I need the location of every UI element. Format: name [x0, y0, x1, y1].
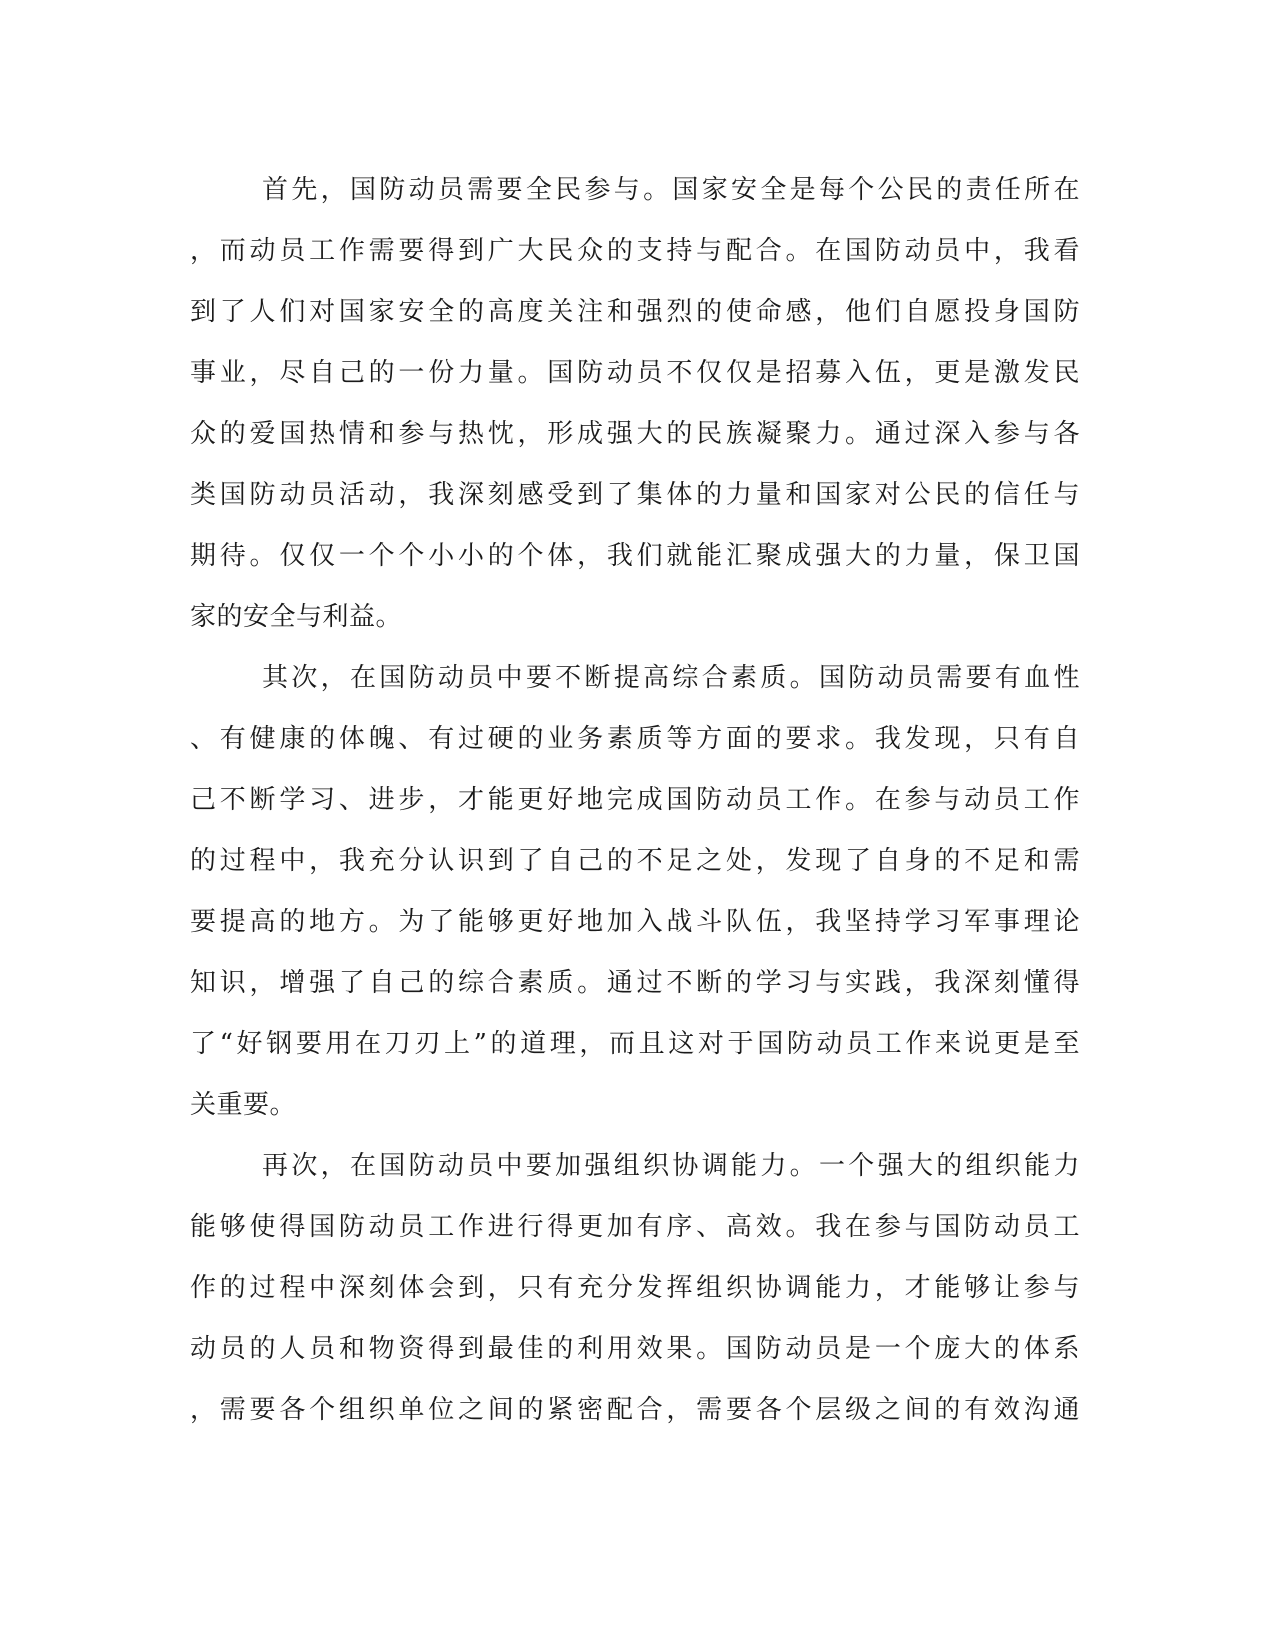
paragraph-1: [190, 160, 1080, 648]
text-line: 事业，尽自己的一份力量。国防动员不仅仅是招募入伍，更是激发民: [190, 358, 1080, 388]
text-line: 其次，在国防动员中要不断提高综合素质。国防动员需要有血性: [262, 663, 1080, 693]
text-line: 家的安全与利益。: [190, 602, 403, 632]
document-body: [190, 160, 1080, 1441]
text-line: 期待。仅仅一个个小小的个体，我们就能汇聚成强大的力量，保卫国: [190, 541, 1080, 571]
text-line: 的过程中，我充分认识到了自己的不足之处，发现了自身的不足和需: [190, 846, 1080, 876]
text-line: 要提高的地方。为了能够更好地加入战斗队伍，我坚持学习军事理论: [190, 907, 1080, 937]
paragraph-3: [190, 1136, 1080, 1441]
text-line: 知识，增强了自己的综合素质。通过不断的学习与实践，我深刻懂得: [190, 968, 1080, 998]
text-line: 首先，国防动员需要全民参与。国家安全是每个公民的责任所在: [262, 175, 1080, 205]
paragraph-2: [190, 648, 1080, 1136]
text-line: 众的爱国热情和参与热忱，形成强大的民族凝聚力。通过深入参与各: [190, 419, 1080, 449]
text-line: 关重要。: [190, 1090, 297, 1120]
text-line: 类国防动员活动，我深刻感受到了集体的力量和国家对公民的信任与: [190, 480, 1080, 510]
text-line: 到了人们对国家安全的高度关注和强烈的使命感，他们自愿投身国防: [190, 297, 1080, 327]
text-line: 再次，在国防动员中要加强组织协调能力。一个强大的组织能力: [262, 1151, 1080, 1181]
text-line: ，而动员工作需要得到广大民众的支持与配合。在国防动员中，我看: [190, 236, 1080, 266]
text-line: ，需要各个组织单位之间的紧密配合，需要各个层级之间的有效沟通: [190, 1395, 1080, 1425]
text-line: 能够使得国防动员工作进行得更加有序、高效。我在参与国防动员工: [190, 1212, 1080, 1242]
text-line: 作的过程中深刻体会到，只有充分发挥组织协调能力，才能够让参与: [190, 1273, 1080, 1303]
text-line: 、有健康的体魄、有过硬的业务素质等方面的要求。我发现，只有自: [190, 724, 1080, 754]
text-line: 动员的人员和物资得到最佳的利用效果。国防动员是一个庞大的体系: [190, 1334, 1080, 1364]
text-line: 了“好钢要用在刀刃上”的道理，而且这对于国防动员工作来说更是至: [190, 1029, 1080, 1059]
text-line: 己不断学习、进步，才能更好地完成国防动员工作。在参与动员工作: [190, 785, 1080, 815]
